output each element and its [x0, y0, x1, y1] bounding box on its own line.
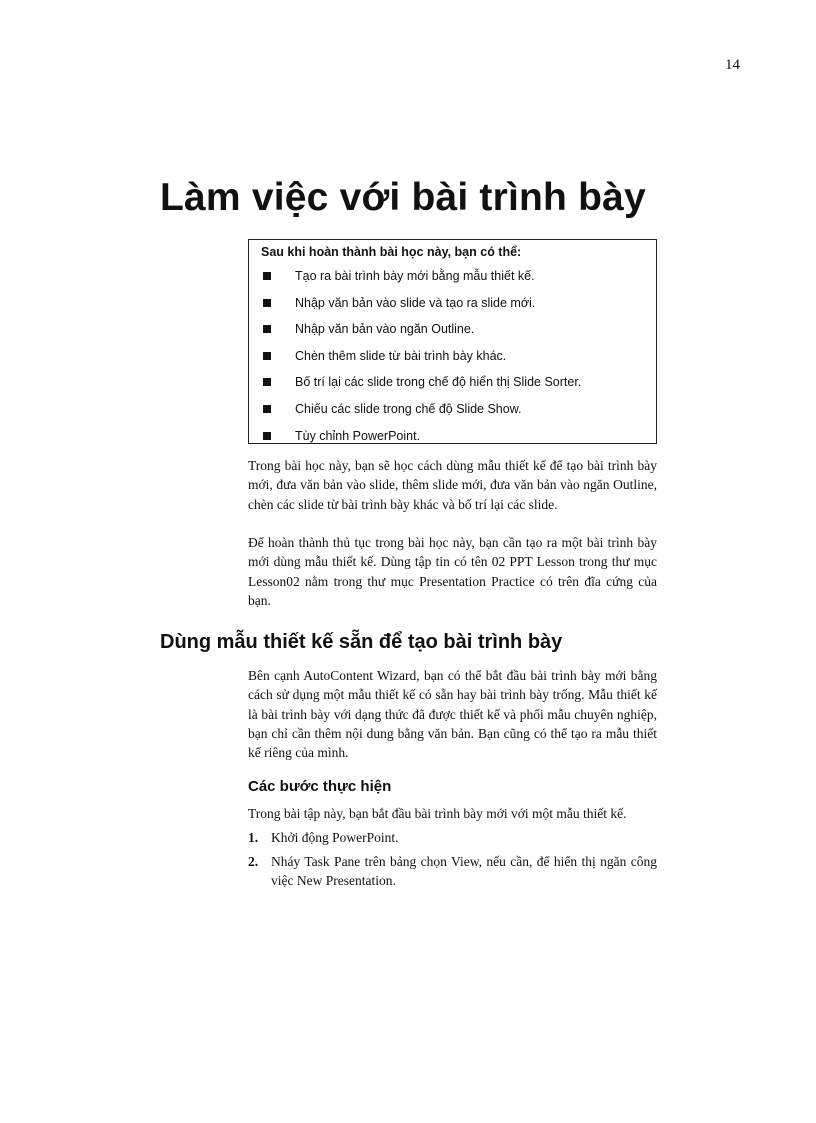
step-number: 1.: [248, 830, 259, 845]
intro-paragraph-1: Trong bài học này, bạn sẽ học cách dùng mẫu thiết kế để tạo bài trình bày mới, đưa văn bản vào slide, thêm slide mới, đưa văn bản vào ngăn Outline, chèn các slide từ bài trình bày khác và bố trí lại các slide.: [248, 458, 657, 512]
objective-text: Tùy chỉnh PowerPoint.: [295, 428, 421, 443]
chapter-title: Làm việc với bài trình bày: [160, 176, 646, 219]
objectives-heading: Sau khi hoàn thành bài học này, bạn có thể:: [261, 245, 522, 259]
square-bullet-icon: [263, 432, 271, 440]
intro-paragraph-2: Để hoàn thành thủ tục trong bài học này, bạn cần tạo ra một bài trình bày mới dùng mẫu thiết kế. Dùng tập tin có tên 02 PPT Lesson trong thư mục Lesson02 nằm trong thư mục Presentation Practice có trên đĩa cứng của bạn.: [248, 535, 657, 608]
steps-list: [248, 828, 657, 895]
objective-text: Nhập văn bản vào slide và tạo ra slide mới.: [295, 295, 536, 310]
steps-intro: Trong bài tập này, bạn bắt đầu bài trình bày mới với một mẫu thiết kế.: [248, 806, 627, 821]
steps-heading: Các bước thực hiện: [248, 778, 392, 795]
square-bullet-icon: [263, 325, 271, 333]
objective-item: [249, 349, 656, 376]
square-bullet-icon: [263, 405, 271, 413]
square-bullet-icon: [263, 352, 271, 360]
objective-text: Nhập văn bản vào ngăn Outline.: [295, 322, 475, 337]
objective-item: [249, 269, 656, 296]
section-paragraph: Bên cạnh AutoContent Wizard, bạn có thể bắt đầu bài trình bày mới bằng cách sử dụng một mẫu thiết kế có sẵn hay bài trình bày trống. Mẫu thiết kế là bài trình bày với dạng thức đã được thiết kế và phối mẫu chuyên nghiệp, bạn chỉ cần thêm nội dung bằng văn bản. Bạn cũng có thể tạo ra mẫu thiết kế riêng của mình.: [248, 668, 657, 761]
objective-text: Bố trí lại các slide trong chế độ hiển thị Slide Sorter.: [295, 375, 582, 390]
objective-text: Chèn thêm slide từ bài trình bày khác.: [295, 348, 507, 363]
objective-item: [249, 375, 656, 402]
objective-item: [249, 296, 656, 323]
square-bullet-icon: [263, 378, 271, 386]
step-text: Nháy Task Pane trên bảng chọn View, nếu cần, để hiển thị ngăn công việc New Presentation.: [271, 854, 657, 888]
step-number: 2.: [248, 854, 259, 869]
objectives-list: [249, 269, 656, 455]
step-item: [248, 852, 657, 890]
section-heading: Dùng mẫu thiết kế sẵn để tạo bài trình bày: [160, 631, 563, 653]
objectives-box: [248, 239, 657, 444]
objective-text: Chiếu các slide trong chế độ Slide Show.: [295, 401, 522, 416]
square-bullet-icon: [263, 299, 271, 307]
step-text: Khởi động PowerPoint.: [271, 830, 399, 845]
objective-item: [249, 322, 656, 349]
step-item: [248, 828, 657, 847]
objective-text: Tạo ra bài trình bày mới bằng mẫu thiết kế.: [295, 269, 535, 283]
objective-item: [249, 429, 656, 456]
square-bullet-icon: [263, 272, 271, 280]
page-number: 14: [725, 57, 740, 73]
objective-item: [249, 402, 656, 429]
